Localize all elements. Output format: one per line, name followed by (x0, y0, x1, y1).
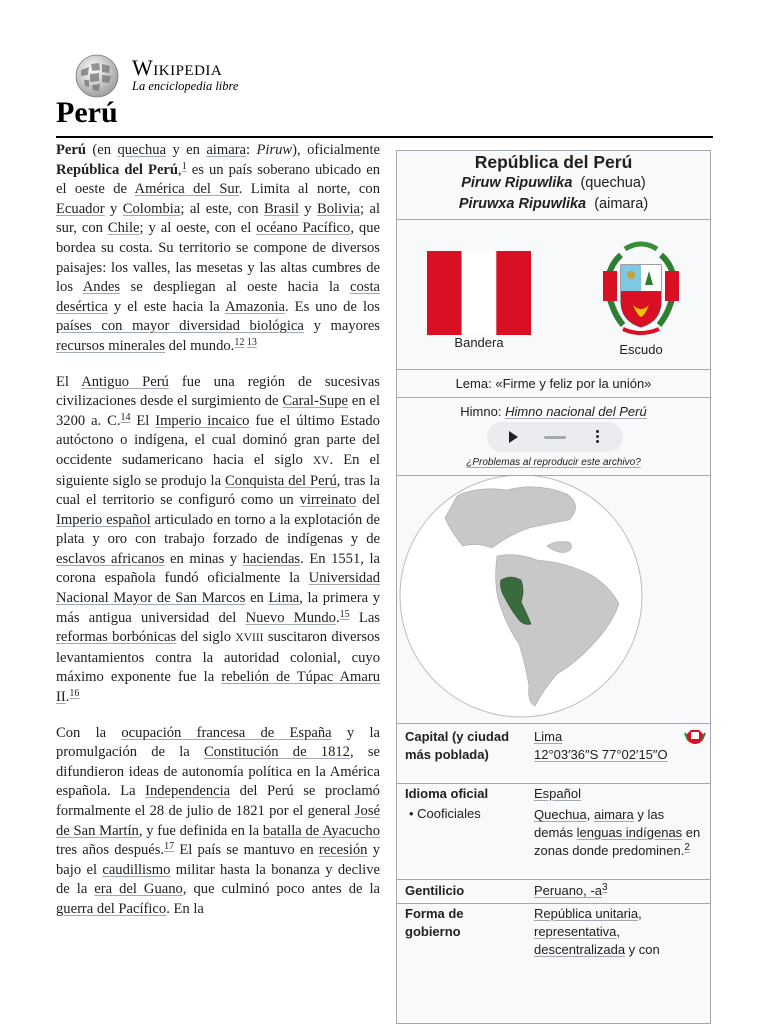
motto-label: Lema: (455, 376, 492, 391)
link-peruano[interactable]: Peruano, -a (534, 883, 602, 898)
link-reformas-borbonicas[interactable]: reformas borbónicas (56, 629, 177, 646)
audio-help (397, 457, 710, 468)
century-numeral: XVIII (235, 632, 264, 645)
reference-link[interactable]: 16 (69, 688, 80, 700)
wikipedia-globe-icon (72, 52, 122, 98)
link-aimara[interactable]: aimara (206, 142, 247, 158)
link-audio-help[interactable]: ¿Problemas al reproducir este archivo? (466, 457, 641, 468)
link-rebelion-tupac-amaru[interactable]: rebelión de Túpac Amaru II (56, 669, 380, 706)
demonym-label: Gentilicio (405, 883, 465, 898)
article-body (56, 141, 380, 936)
cooficiales-value: Quechua, aimara y las demás lenguas indígenas en zonas donde predominen.$^2$ (534, 807, 701, 858)
link-guerra-del-pacifico[interactable]: guerra del Pacífico (56, 900, 167, 917)
play-icon[interactable] (509, 431, 518, 443)
reference-link[interactable]: 3 (601, 882, 608, 893)
reference-link[interactable]: 17 (164, 841, 175, 853)
divider (397, 397, 710, 398)
coat-caption: Escudo (619, 342, 663, 357)
link-america-del-sur[interactable]: América del Sur (134, 181, 239, 198)
link-antiguo-peru[interactable]: Antiguo Perú (81, 373, 169, 390)
reference-link[interactable]: 15 (339, 608, 350, 620)
link-aimara-lang[interactable]: aimara (594, 807, 634, 822)
government-value: República unitaria, representativa, descentralizada y con (534, 906, 660, 957)
link-caudillismo[interactable]: caudillismo (102, 861, 171, 878)
link-andes[interactable]: Andes (82, 279, 121, 296)
capital-value (534, 728, 668, 764)
flag-caption: Bandera (454, 335, 504, 350)
language-label: Idioma oficial (405, 786, 489, 801)
link-himno-nacional[interactable]: Himno nacional del Perú (505, 404, 647, 419)
link-costa-desertica[interactable]: costa desértica (56, 279, 381, 315)
link-universidad-san-marcos[interactable]: Universidad Nacional Mayor de San Marcos (56, 570, 380, 607)
link-coordinates[interactable]: 12°03′36″S 77°02′15″O (534, 747, 668, 762)
capital-label: Capital (y ciudad más poblada) (405, 729, 510, 762)
government-label: Forma de gobierno (405, 906, 464, 939)
link-quechua-lang[interactable]: Quechua (534, 807, 587, 822)
paragraph-history: El Antiguo Perú fue una región de sucesivas civilizaciones desde el surgimiento de Caral-Supe en el 3200 a. C.$^{14}$ El Imperio incaico fue el último Estado autóctono o indígena, el cual dominó gran parte del occidente sudamericano hacia el siglo XV. En el siguiente siglo se produjo la Conquista del Perú, tras la cual el territorio se configuró como un virreinato del Imperio español articulado en torno a la explotación de plata y oro con trabajo forzado de indígenas y de esclavos africanos en minas y haciendas. En 1551, la corona española fundó oficialmente la Universidad Nacional Mayor de San Marcos en Lima, la primera y más antigua universidad del Nuevo Mundo.$^{15}$ Las reformas borbónicas del siglo XVIII suscitaron diversos levantamientos contra la autoridad colonial, cuyo máximo exponente fue la rebelión de Túpac Amaru II.$^{16}$ (56, 373, 380, 706)
link-esclavos-africanos[interactable]: esclavos africanos (56, 550, 165, 567)
country-infobox (396, 150, 711, 1024)
audio-progress-bar[interactable] (544, 436, 566, 439)
link-caral-supe[interactable]: Caral-Supe (282, 393, 349, 410)
paragraph-intro: Perú (en quechua y en aimara: Piruw), oficialmente República del Perú,$^1$ es un país soberano ubicado en el oeste de América del Sur. Limita al norte, con Ecuador y Colombia; al este, con Brasil y Bolivia; al sur, con Chile; y al oeste, con el océano Pacífico, que bordea su costa. Su territorio se compone de diversos paisajes: los valles, las mesetas y las altas cumbres de los Andes se despliegan al oeste hacia la costa desértica y el este hacia la Amazonia. Es uno de los países con mayor diversidad biológica y mayores recursos minerales del mundo.$^{12 13}$ (56, 142, 381, 354)
link-chile[interactable]: Chile (107, 220, 140, 237)
more-options-icon[interactable] (596, 430, 599, 445)
link-lima[interactable]: Lima (268, 590, 300, 607)
language-value (534, 786, 581, 801)
link-descentralizada[interactable]: descentralizada (534, 942, 626, 957)
wikipedia-tagline: La enciclopedia libre (132, 79, 239, 93)
page-title: Perú (56, 96, 118, 129)
link-oceano-pacifico[interactable]: océano Pacífico (256, 220, 351, 237)
reference-link[interactable]: 2 (684, 842, 690, 853)
link-era-del-guano[interactable]: era del Guano (94, 881, 183, 898)
native-name-aimara: Piruwxa Ripuwlika (aimara) (458, 196, 649, 212)
motto-row (397, 376, 710, 391)
paragraph-independence: Con la ocupación francesa de España y la promulgación de la Constitución de 1812, se difundieron ideas de autonomía política en la América española. La Independencia del Perú se proclamó formalmente el 28 de julio de 1821 por el general José de San Martín, y fue definida en la batalla de Ayacucho tres años después.$^{17}$ El país se mantuvo en recesión y bajo el caudillismo militar hasta la bonanza y declive de la era del Guano, que culminó poco antes de la guerra del Pacífico. En la (56, 724, 381, 917)
anthem-label: Himno: (460, 404, 502, 419)
divider (397, 723, 710, 724)
reference-link[interactable]: 14 (120, 411, 131, 423)
bold-term: Perú (56, 142, 86, 158)
wikipedia-wordmark: Wikipedia (132, 55, 223, 80)
link-haciendas[interactable]: haciendas (242, 550, 301, 567)
link-brasil[interactable]: Brasil (264, 200, 299, 217)
link-recursos-minerales[interactable]: recursos minerales (56, 337, 166, 354)
link-colombia[interactable]: Colombia (122, 200, 181, 217)
link-recesion[interactable]: recesión (318, 842, 368, 859)
link-quechua[interactable]: quechua (117, 142, 167, 158)
divider (397, 219, 710, 220)
official-name: República del Perú (56, 161, 179, 178)
link-representativa[interactable]: representativa (534, 924, 617, 939)
demonym-value (534, 883, 608, 898)
link-amazonia[interactable]: Amazonia (225, 298, 285, 315)
link-independencia[interactable]: Independencia (145, 783, 231, 800)
reference-link[interactable]: 12 (234, 336, 245, 348)
anthem-row (397, 404, 710, 419)
link-imperio-incaico[interactable]: Imperio incaico (155, 412, 250, 429)
divider (397, 903, 710, 904)
native-name-quechua: Piruw Ripuwlika (quechua) (461, 175, 646, 191)
link-conquista-del-peru[interactable]: Conquista del Perú (225, 472, 337, 489)
link-batalla-ayacucho[interactable]: batalla de Ayacucho (262, 822, 381, 839)
reference-link[interactable]: 1 (181, 160, 187, 172)
link-constitucion-1812[interactable]: Constitución de 1812 (204, 744, 350, 761)
divider (397, 783, 710, 784)
divider (397, 369, 710, 370)
coat-of-arms-icon (684, 728, 706, 748)
link-espanol[interactable]: Español (534, 786, 581, 801)
century-numeral: XV (312, 454, 330, 467)
link-ecuador[interactable]: Ecuador (56, 200, 105, 217)
native-name: Piruw (256, 142, 293, 158)
location-map-globe[interactable] (397, 476, 710, 720)
link-imperio-espanol[interactable]: Imperio español (56, 511, 151, 528)
wikipedia-logo[interactable] (72, 50, 272, 100)
link-diversidad-biologica[interactable]: países con mayor diversidad biológica (56, 318, 304, 335)
divider (397, 879, 710, 880)
motto-text: «Firme y feliz por la unión» (495, 376, 652, 391)
title-divider (56, 136, 713, 138)
link-lima-capital[interactable]: Lima (534, 729, 563, 744)
infobox-title: República del Perú (474, 152, 633, 172)
link-bolivia[interactable]: Bolivia (317, 200, 361, 217)
link-virreinato[interactable]: virreinato (299, 492, 357, 509)
link-san-martin[interactable]: José de San Martín (56, 803, 380, 839)
reference-link[interactable]: 13 (246, 336, 257, 348)
audio-player (487, 422, 623, 452)
link-republica-unitaria[interactable]: República unitaria (534, 906, 639, 921)
cooficiales-label: • Cooficiales (409, 806, 481, 821)
link-nuevo-mundo[interactable]: Nuevo Mundo (245, 609, 336, 626)
link-ocupacion-francesa[interactable]: ocupación francesa de España (121, 724, 332, 741)
coat-of-arms-image[interactable] (595, 241, 687, 341)
link-lenguas-indigenas[interactable]: lenguas indígenas (576, 825, 683, 840)
flag-of-peru-image[interactable] (427, 251, 531, 335)
